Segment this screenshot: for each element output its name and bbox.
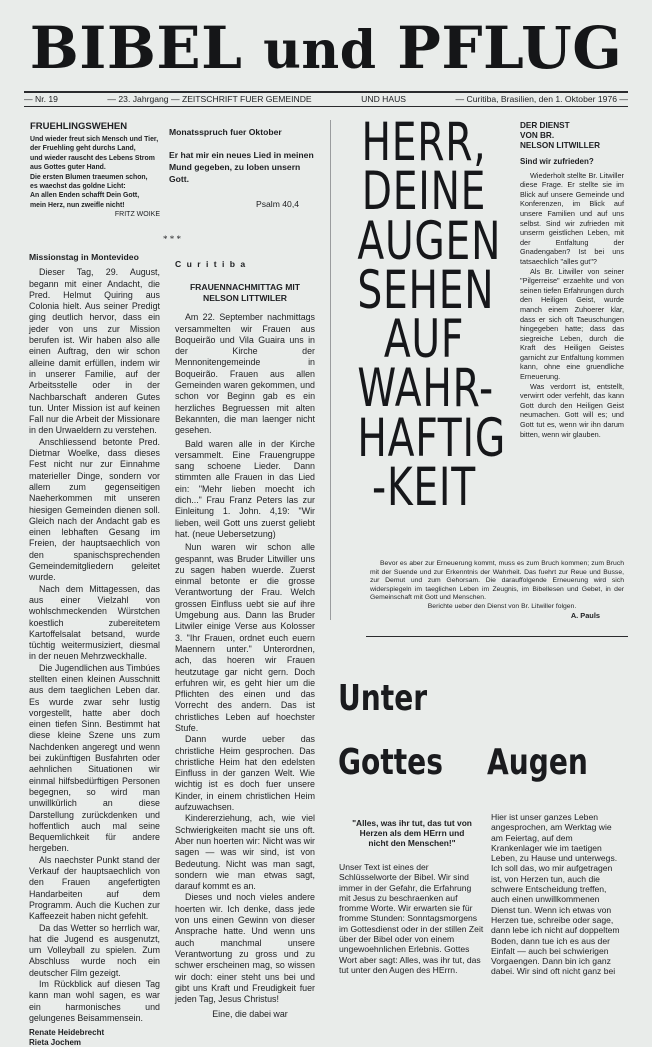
dienst-question: Sind wir zufrieden? [520, 157, 594, 166]
monthly-verse-block [169, 127, 319, 209]
montevideo-authors [29, 1028, 160, 1047]
dienst-continued [370, 560, 624, 620]
montevideo-paragraph: Dieser Tag, 29. August, begann mit einer Andacht, die Pred. Helmut Quiring aus Colonia hielt. Aus seiner Predigt ging deutlich hervor, dass ein jeder von uns zur Mission berufen ist. Wir haben also alle einen Auftrag, den wir schon alleine damit erfüllen, indem wir in unserer Familie, auf der Arbeitsstelle oder in der Nachbarschaft anderen Gutes tun. Unter Mission ist auf keinen Fall nur die Arbeit der Missionare in den Urwaeldern zu verstehen. [29, 267, 160, 436]
verse-text [357, 118, 506, 518]
curitiba-article [175, 259, 315, 1021]
curitiba-paragraph: Am 22. September nachmittags versammelten wir Frauen aus Boqueirão und Vila Guaira uns in der Kirche der Mennonitengemeinde in Boqueirão. Frauen aus allen Gemeinden waren gekommen, und schon vor Beginn gab es ein herzliches Begruessen mit alten Bekannten, die man laenger nicht gesehen. [175, 312, 315, 436]
montevideo-article [29, 252, 160, 1047]
verse-line: HERR, [361, 118, 487, 173]
curitiba-title: FRAUENNACHMITTAG MIT NELSON LITTWILER [189, 282, 301, 304]
dienst-article [520, 121, 624, 439]
und-haus: UND HAUS [361, 94, 407, 104]
dateline [24, 94, 628, 104]
section-stars: * * * [163, 234, 181, 244]
dienst-author: A. Pauls [570, 610, 600, 620]
poem-author: FRITZ WOIKE [114, 211, 160, 219]
dienst-title-line: DER DIENST [520, 121, 570, 130]
poem-line: An allen Enden schafft Dein Gott, [30, 192, 140, 200]
masthead-und: und [263, 20, 377, 81]
masthead-rule [24, 91, 628, 93]
verse-line: AUF [383, 309, 465, 371]
masthead-bibel: BIBEL [29, 14, 243, 82]
verse-line: DEINE [361, 161, 487, 223]
monthly-verse-text: Er hat mir ein neues Lied in meinen Mund gegeben, zu loben unsern Gott. [169, 150, 314, 184]
poem-line: der Fruehling geht durchs Land, [30, 145, 136, 153]
place-date: — Curitiba, Brasilien, den 1. Oktober 1976 — [455, 94, 628, 104]
curitiba-place: C u r i t i b a [175, 259, 247, 269]
poem-line: und wieder rauscht des Lebens Strom [30, 154, 155, 162]
augen-title: Augen [487, 742, 588, 783]
author-name: Rieta Jochem [29, 1037, 82, 1047]
montevideo-paragraph: Im Rückblick auf diesen Tag kann man wohl sagen, es war ein harmonisches und gelungenes Beisammensein. [29, 979, 160, 1023]
verse-block [334, 118, 514, 558]
dienst-title [520, 121, 624, 151]
unter-title: Unter [338, 678, 428, 719]
montevideo-paragraph: Da das Wetter so herrlich war, hat die Jugend es ausgenutzt, um Volleyball zu spielen. Zum Abschluss wurde noch ein deutscher Film gezeigt. [29, 922, 160, 978]
poem-line: es waechst das goldne Licht: [30, 183, 126, 191]
verse-line: HAFTIG [357, 407, 506, 469]
masthead [0, 14, 652, 82]
poem-line: Und wieder freut sich Mensch und Tier, [30, 136, 159, 143]
section-rule [366, 636, 628, 637]
poem-line: Die ersten Blumen traeumen schon, [30, 173, 148, 181]
verse-line: AUGEN [357, 210, 502, 272]
column-divider [330, 120, 331, 620]
verse-line: SEHEN [357, 259, 495, 321]
montevideo-paragraph: Als naechster Punkt stand der Verkauf der hauptsaechlich von den Frauen angefertigten Handarbeiten auf dem Programm. Auch die Kuchen zur Kaffeezeit haben nicht gefehlt. [29, 854, 160, 922]
poem-line: aus Gottes guter Hand. [30, 164, 106, 172]
dienst-paragraph: Wiederholt stellte Br. Litwiller diese Frage. Er stellte sie im Blick auf unsere Gemeinde und Konferenzen, im Blick auf unsere Familien und auf uns selbst. Sind wir zufrieden mit unserm geistlichen Leben, mit der Entfaltung der Gnadengaben? Ist bei uns tatsaechlich "alles gut"? [520, 170, 624, 266]
poem-text [30, 135, 180, 210]
dienst-title-line: VON BR. [520, 131, 555, 140]
author-name: Renate Heidebrecht [29, 1028, 105, 1038]
curitiba-signature: Eine, die dabei war [212, 1009, 288, 1020]
dateline-rule [24, 106, 628, 107]
poem-line: mein Herz, nun zweifle nicht! [30, 201, 125, 209]
dienst-paragraph: Als Br. Litwiller von seiner "Pilgerreise" erzaehlte und von seinen tiefen Erfahrungen durch den Heiligen Geist, wurde manch einem Zuhoerer klar, dass er sich oft Taeuschungen hingegeben hatte; dass das siegreiche Leben, durch die Kraft des Heiligen Geistes garnicht zur Entfaltung kommen kann, ohne eine gruendliche Erneuerung. [520, 266, 624, 382]
dienst-title-line: NELSON LITWILLER [520, 141, 601, 150]
issue-number: — Nr. 19 [24, 94, 58, 104]
montevideo-paragraph: Die Jugendlichen aus Timbúes stellten einen kleinen Ausschnitt aus dem taeglichen Leben dar. Es wurde zwar sehr lustig vorgestellt, hatte aber doch einen tiefen Sinn. Bestimmt hat diese kleine Szene uns zum Nachdenken angeregt und wenn bei zukünftigen Busfahrten oder aehnlichen Situationen wir einmal hilfsbedürftigen Personen begegnen, so wird man unwillkürlich an diese Darstellung zurückdenken und hoffentlich auch mal seine Bequemlichkeit für andere hergeben. [29, 662, 160, 854]
montevideo-paragraph: Nach dem Mittagessen, das aus einer Vielzahl von wohlschmeckenden Würstchen koestlich zubereitetem Kartoffelsalat betsand, wurde tüchtig weitermusiziert, diesmal in der neuen Mehrzweckhalle. [29, 583, 160, 662]
masthead-pflug: PFLUG [397, 14, 623, 82]
montevideo-paragraph: Anschliessend betonte Pred. Dietmar Woelke, dass dieses Fest nicht nur zur Einnahme materieller Dinge, sondern vor allem zum gegenseitigen Naeherkommen mit unseren hiesigen Gemeinden dienen soll. Gleich nach der Andacht gab es einen lebhaften Gesang im Freien, der hauptsaechlich von den spanischsprechenden Gemeindemitgliedern geleitet wurde. [29, 436, 160, 583]
poem-block [30, 121, 180, 218]
unter-left-text: Unser Text ist eines der Schlüsselworte der Bibel. Wir sind immer in der Gefahr, die Erfahrung mit Jesus zu beschraenken auf fromme Worte. Wir erwarten sie für fromme Stunden: Sonntagsmorgens im Gottesdienst oder in der stillen Zeit über der Bibel oder von einem ungewoehnlichen Erlebnis. Gottes Wort aber sagt: Alles, was ihr tut, das tut unter den Augen des HErrn. [339, 862, 484, 975]
verse-line: WAHR- [357, 358, 494, 420]
monthly-verse-ref: Psalm 40,4 [256, 199, 299, 209]
volume-line: — 23. Jahrgang — ZEITSCHRIFT FUER GEMEINDE [107, 94, 312, 104]
monthly-verse-title: Monatsspruch fuer Oktober [169, 127, 282, 137]
unter-right-text: Hier ist unser ganzes Leben angesprochen, am Werktag wie am Feiertag, auf dem Krankenlager wie im taetigen Leben, zu Hause und unterwegs. Ich soll das, wo mir aufgetragen ist, von Herzen tun, auch die schwere Entscheidung treffen, auch einen unwillkommenen Dienst tun. Wenn ich etwas von Herzen tue, schreibe oder sage, dann lebe ich nicht auf doppeltem Boden, dann tue ich es aus der Einfalt — auch bei schwierigen Vorgaengen. Dann bin ich ganz dabei. Wir sind oft nicht ganz bei [491, 812, 620, 977]
verse-line: -KEIT [372, 456, 476, 518]
dienst-paragraph: Berichte ueber den Dienst von Br. Litwiller folgen. [427, 602, 577, 610]
curitiba-paragraph: Kindererziehung, ach, wie viel Schwierigkeiten macht sie uns oft. Aber nun hoerten wir: Nicht was wir sagen — was wir sind, ist von Bedeutung. Nicht was man sagt, sondern wie man etwas sagt, darauf kommt es an. [175, 813, 315, 892]
dienst-paragraph: Was verdorrt ist, entstellt, verwirrt oder verfehlt, das kann Gott durch den Heiligen Geist neumachen. Gott will es; und Gott tut es, wenn wir ihn darum bitten, wenn wir glauben. [520, 381, 624, 439]
curitiba-paragraph: Nun waren wir schon alle gespannt, was Bruder Litwiller uns zu sagen haben wuerde. Zuerst einmal betonte er die grosse Verantwortung der Frau. Welch grossen Einfluss uebt sie auf ihre Umgebung aus. Dann las Bruder Litwiler einige Verse aus Kolosser 3. "Ihr Frauen, ordnet euch euern Maennern unter." Unterordnen, ach, das hoeren wir Frauen heutzutage gar nicht gern. Doch erfuhren wir, es geht hier um die Pflichten des einen und das Vorrecht des andern. Das ist christliches Leben auf hoechster Stufe. [175, 542, 315, 733]
curitiba-paragraph: Bald waren alle in der Kirche versammelt. Eine Frauengruppe sang schoene Lieder. Dann stimmten alle Frauen in das Lied ein: "Mehr lieben moecht ich dich..." Frau Franz Peters las zur Einleitung 1. John. 4,19: "Wir lieben, weil Gott uns zuerst geliebt hat. (neue Uebersetzung) [175, 438, 315, 539]
curitiba-paragraph: Dieses und noch vieles andere hoerten wir. Ich denke, dass jede von uns einen Gewinn von dieser Ansprache hatte. Und wenn uns auch manchmal unsere Verantwortung zu gross und zu schwer erscheinen mag, so wissen wir doch: einer steht uns bei und gibt uns Kraft und Freudigkeit fuer jeden Tag, Jesus Christus! [175, 892, 315, 1005]
gottes-title: Gottes [338, 742, 443, 783]
dienst-paragraph: Bevor es aber zur Erneuerung kommt, muss es zum Bruch kommen; zum Bruch mit der Suende und zur Erkenntnis der Wahrheit. Das fuehrt zur Reue und Busse, zur Demut und zum Gehorsam. Die darauffolgende Erneuerung wird sich widerspiegeln im taeglichen Leben im Zeugnis, im Bibellesen und Gebet, in der Gemeinschaft mit Gott und Menschen. [370, 560, 624, 602]
unter-quote: "Alles, was ihr tut, das tut von Herzen als dem HErrn und nicht den Menschen!" [352, 818, 472, 849]
curitiba-paragraph: Dann wurde ueber das christliche Heim gesprochen. Das christliche Heim hat den edelsten Einfluss in der ganzen Welt. Wie wichtig ist es doch fuer unsere Kinder, in einem christlichen Heim aufzuwachsen. [175, 734, 315, 813]
montevideo-title: Missionstag in Montevideo [29, 252, 139, 262]
poem-title: FRUEHLINGSWEHEN [30, 121, 128, 132]
